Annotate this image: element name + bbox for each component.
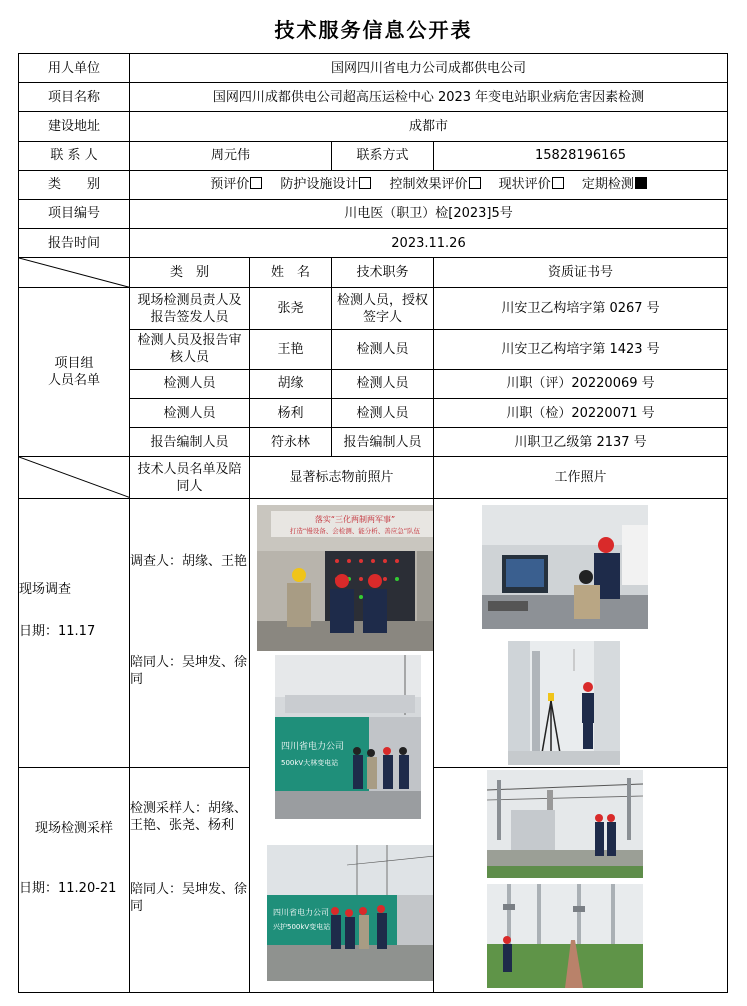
row-project-no xyxy=(19,199,728,228)
checkbox-icon xyxy=(359,177,371,189)
row-unit xyxy=(19,54,728,83)
landmark-photos-cell xyxy=(250,498,434,992)
banner-text-2: 打造“慢设备、会检测、能分析、善应急”队伍 xyxy=(289,526,421,535)
staff-header-name: 姓 名 xyxy=(250,258,332,288)
option-control-evaluation: 控制效果评价 xyxy=(390,177,481,192)
staff-name: 胡缘 xyxy=(250,369,332,398)
sign-text-1: 四川省电力公司 xyxy=(281,741,345,752)
staff-name: 张尧 xyxy=(250,288,332,329)
survey-work-photos-cell xyxy=(434,498,728,768)
survey-people-cell xyxy=(130,498,250,768)
checkbox-checked-icon xyxy=(635,177,647,189)
staff-cert: 川职（检）20220071 号 xyxy=(434,399,728,428)
row-report-time xyxy=(19,229,728,258)
option-periodic-detection: 定期检测 xyxy=(582,177,647,192)
staff-duty: 检测人员，授权签字人 xyxy=(332,288,434,329)
row-survey xyxy=(19,498,728,768)
staff-header-duty: 技术职务 xyxy=(332,258,434,288)
info-table xyxy=(18,53,728,993)
staff-duty: 检测人员 xyxy=(332,399,434,428)
project-no-label: 项目编号 xyxy=(19,199,130,228)
report-time-label: 报告时间 xyxy=(19,229,130,258)
diagonal-line xyxy=(19,258,129,287)
photo-header-work: 工作照片 xyxy=(434,457,728,498)
sampling-people-cell xyxy=(130,768,250,993)
staff-name: 王艳 xyxy=(250,329,332,369)
sampling-label-cell xyxy=(19,768,130,993)
staff-name: 符永林 xyxy=(250,428,332,457)
landmark-photo-2 xyxy=(275,655,421,819)
project-name-label: 项目名称 xyxy=(19,83,130,112)
staff-cert: 川职卫乙级第 2137 号 xyxy=(434,428,728,457)
sampling-samplers: 检测采样人：胡缘、王艳、张尧、杨利 xyxy=(130,801,248,834)
sampling-work-photos-cell xyxy=(434,768,728,993)
work-photo-1 xyxy=(482,505,648,629)
landmark-photo-3 xyxy=(267,845,434,981)
staff-cert: 川安卫乙构培字第 0267 号 xyxy=(434,288,728,329)
staff-duty: 检测人员 xyxy=(332,369,434,398)
staff-duty: 检测人员 xyxy=(332,329,434,369)
survey-investigators: 调查人：胡缘、王艳 xyxy=(130,553,248,569)
survey-date: 日期：11.17 xyxy=(19,623,96,639)
work-photo-3 xyxy=(487,770,643,878)
survey-label-cell xyxy=(19,498,130,768)
row-contact xyxy=(19,141,728,170)
diagonal-cell xyxy=(19,258,130,288)
checkbox-icon xyxy=(552,177,564,189)
staff-name: 杨利 xyxy=(250,399,332,428)
staff-type: 现场检测员责人及报告签发人员 xyxy=(130,288,250,329)
staff-row xyxy=(19,288,728,329)
category-label: 类 别 xyxy=(19,170,130,199)
option-status-evaluation: 现状评价 xyxy=(499,177,564,192)
staff-group-label: 项目组 人员名单 xyxy=(19,288,130,457)
category-options xyxy=(130,170,728,199)
staff-header-cert: 资质证书号 xyxy=(434,258,728,288)
survey-escorts: 陪同人：吴坤发、徐同 xyxy=(130,654,248,687)
project-no-value: 川电医（职卫）检[2023]5号 xyxy=(130,199,728,228)
staff-type: 检测人员 xyxy=(130,399,250,428)
unit-label: 用人单位 xyxy=(19,54,130,83)
phone-label: 联系方式 xyxy=(332,141,434,170)
option-protection-design: 防护设施设计 xyxy=(280,177,371,192)
staff-cert: 川职（评）20220069 号 xyxy=(434,369,728,398)
row-photo-header xyxy=(19,457,728,498)
sign-text-2: 500kV大林变电站 xyxy=(281,758,339,767)
staff-type: 报告编制人员 xyxy=(130,428,250,457)
row-address xyxy=(19,112,728,141)
staff-type: 检测人员 xyxy=(130,369,250,398)
report-time-value: 2023.11.26 xyxy=(130,229,728,258)
row-staff-header xyxy=(19,258,728,288)
sign-text-3: 四川省电力公司 xyxy=(273,907,329,917)
unit-value: 国网四川省电力公司成都供电公司 xyxy=(130,54,728,83)
landmark-photo-1 xyxy=(257,505,434,651)
diagonal-line xyxy=(19,457,129,497)
photo-header-staff: 技术人员名单及陪同人 xyxy=(130,457,250,498)
staff-cert: 川安卫乙构培字第 1423 号 xyxy=(434,329,728,369)
photo-header-landmark: 显著标志物前照片 xyxy=(250,457,434,498)
staff-type: 检测人员及报告审核人员 xyxy=(130,329,250,369)
page-title: 技术服务信息公开表 xyxy=(274,18,473,42)
work-photo-2 xyxy=(508,641,620,765)
checkbox-icon xyxy=(469,177,481,189)
sampling-escorts: 陪同人：吴坤发、徐同 xyxy=(130,882,248,915)
row-project-name xyxy=(19,83,728,112)
survey-label: 现场调查 xyxy=(19,581,72,597)
work-photo-4 xyxy=(487,884,643,988)
staff-duty: 报告编制人员 xyxy=(332,428,434,457)
staff-header-type: 类 别 xyxy=(130,258,250,288)
contact-label: 联 系 人 xyxy=(19,141,130,170)
contact-value: 周元伟 xyxy=(130,141,332,170)
sampling-date: 日期：11.20-21 xyxy=(19,881,117,897)
address-value: 成都市 xyxy=(130,112,728,141)
diagonal-cell xyxy=(19,457,130,498)
sign-text-4: 兴护500kV变电站 xyxy=(273,922,331,931)
checkbox-icon xyxy=(250,177,262,189)
banner-text-1: 落实“三化两制两军事” xyxy=(314,514,396,524)
project-name-value: 国网四川成都供电公司超高压运检中心 2023 年变电站职业病危害因素检测 xyxy=(130,83,728,112)
sampling-label: 现场检测采样 xyxy=(34,821,113,837)
option-pre-evaluation: 预评价 xyxy=(210,177,262,192)
address-label: 建设地址 xyxy=(19,112,130,141)
row-category xyxy=(19,170,728,199)
phone-value: 15828196165 xyxy=(434,141,728,170)
